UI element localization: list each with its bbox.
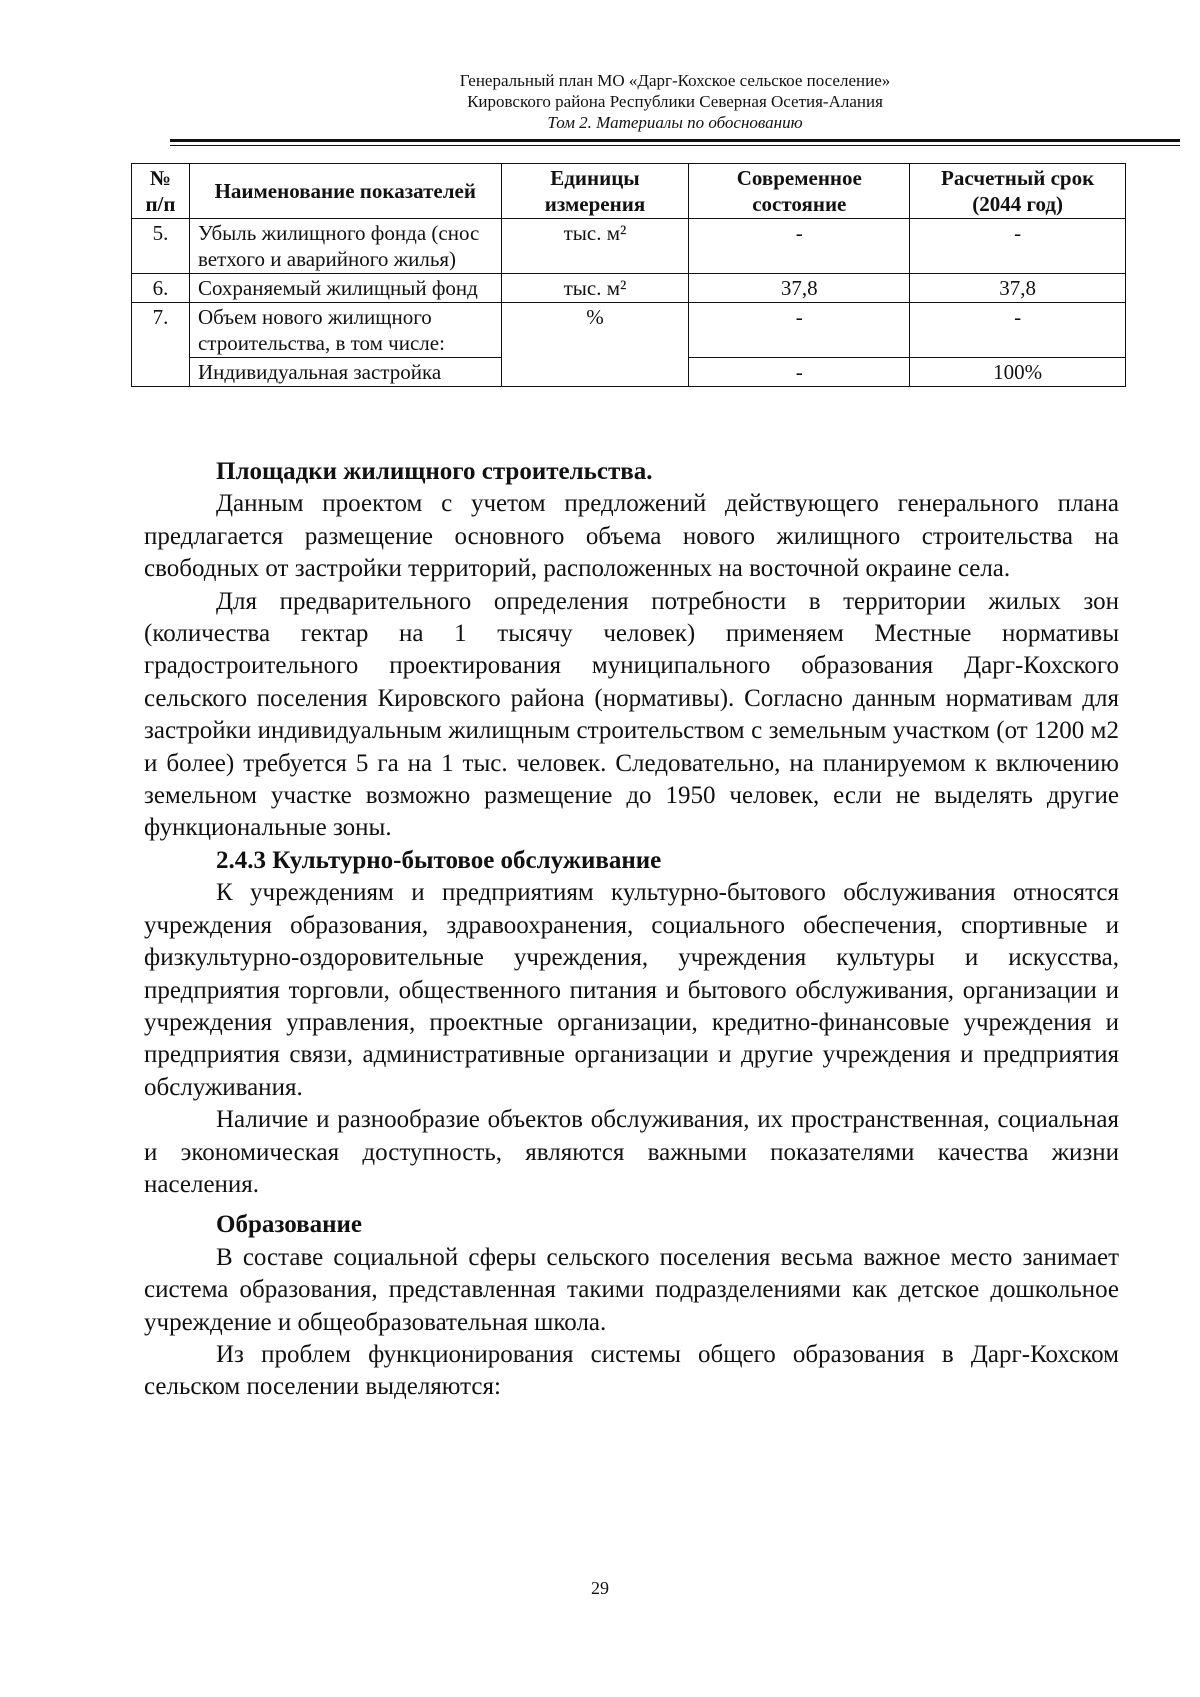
col-header-target: Расчетный срок (2044 год): [910, 164, 1126, 219]
col-header-name: Наименование показателей: [189, 164, 501, 219]
paragraph: Наличие и разнообразие объектов обслуживания, их пространственная, социальная и экономическая доступность, являются важными показателями качества жизни населения.: [144, 1106, 1119, 1198]
cell-target: 37,8: [910, 274, 1126, 303]
col-header-unit: Единицы измерения: [501, 164, 689, 219]
header-rule-thin: [170, 145, 1180, 146]
table-row: [132, 274, 1126, 303]
cell-target: 100%: [910, 358, 1126, 387]
col-header-current: Современное состояние: [689, 164, 910, 219]
indicators-table: [131, 163, 1126, 387]
cell-unit: тыс. м²: [501, 274, 689, 303]
heading-education: Образование: [216, 1211, 363, 1239]
paragraph: Для предварительного определения потребности в территории жилых зон (количества гектар на 1 тысячу человек) применяем Местные нормативы градостроительного проектирования муниципального образования Дарг-Кохского сельского поселения Кировского района (нормативы). Согласно данным нормативам для застройки индивидуальным жилищным строительством с земельным участком (от 1200 м2 и более) требуется 5 га на 1 тыс. человек. Следовательно, на планируемом к включению земельном участке возможно размещение до 1950 человек, если не выделять другие функциональные зоны.: [144, 587, 1119, 842]
paragraph: В составе социальной сферы сельского поселения весьма важное место занимает система образования, представленная такими подразделениями как детское дошкольное учреждение и общеобразовательная школа.: [144, 1243, 1119, 1336]
col-header-num: № п/п: [132, 164, 190, 219]
paragraph: Данным проектом с учетом предложений действующего генерального плана предлагается размещение основного объема нового жилищного строительства на свободных от застройки территорий, расположенных на восточной окраине села.: [144, 490, 1119, 583]
paragraph: Из проблем функционирования системы общего образования в Дарг-Кохском сельском поселении выделяются:: [144, 1340, 1119, 1401]
cell-num: 7.: [132, 303, 190, 387]
header-line-3: Том 2. Материалы по обоснованию: [547, 113, 803, 132]
cell-name: Сохраняемый жилищный фонд: [189, 274, 501, 303]
table-row: [132, 219, 1126, 274]
document-header: [170, 70, 1180, 133]
header-rule-thick: [170, 139, 1180, 142]
cell-num: 6.: [132, 274, 190, 303]
cell-current: -: [689, 219, 910, 274]
cell-current: -: [689, 358, 910, 387]
cell-unit: %: [501, 303, 689, 387]
cell-current: -: [689, 303, 910, 358]
page-number: 29: [591, 1578, 609, 1598]
cell-name: Индивидуальная застройка: [189, 358, 501, 387]
cell-name: Убыль жилищного фонда (снос ветхого и аварийного жилья): [189, 219, 501, 274]
paragraph: К учреждениям и предприятиям культурно-бытового обслуживания относятся учреждения образования, здравоохранения, социального обеспечения, спортивные и физкультурно-оздоровительные учреждения, учреждения культуры и искусства, предприятия торговли, общественного питания и бытового обслуживания, организации и учреждения управления, проектные организации, кредитно-финансовые учреждения и предприятия связи, административные организации и другие учреждения и предприятия обслуживания.: [144, 879, 1119, 1101]
cell-num: 5.: [132, 219, 190, 274]
cell-target: -: [910, 219, 1126, 274]
header-line-2: Кировского района Республики Северная Осетия-Алания: [467, 92, 883, 111]
table-header-row: [132, 164, 1126, 219]
heading-section-2-4-3: 2.4.3 Культурно-бытовое обслуживание: [216, 846, 662, 874]
header-line-1: Генеральный план МО «Дарг-Кохское сельское поселение»: [459, 71, 891, 90]
cell-target: -: [910, 303, 1126, 358]
spacer: [144, 1201, 1119, 1209]
cell-name: Объем нового жилищного строительства, в том числе:: [189, 303, 501, 358]
heading-housing-sites: Площадки жилищного строительства.: [216, 458, 653, 485]
document-body: [144, 456, 1119, 1404]
cell-current: 37,8: [689, 274, 910, 303]
table-row: [132, 303, 1126, 358]
cell-unit: тыс. м²: [501, 219, 689, 274]
